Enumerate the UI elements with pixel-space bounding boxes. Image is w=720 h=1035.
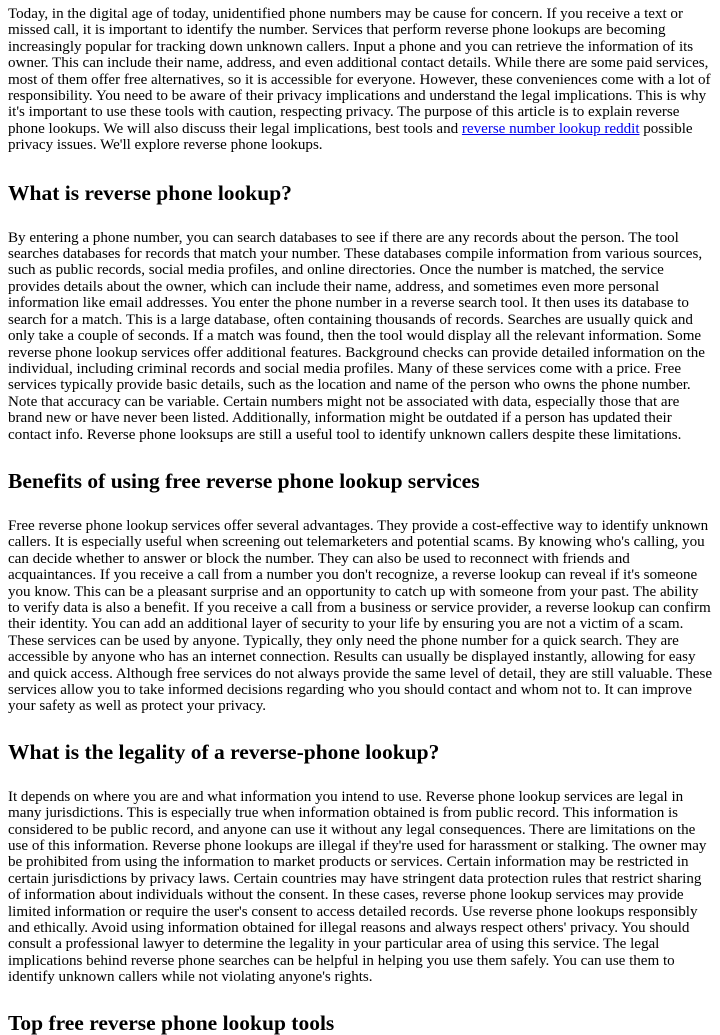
section-heading-legality: What is the legality of a reverse-phone lookup? <box>8 739 440 764</box>
intro-paragraph <box>8 6 712 154</box>
section-body-what-is-reverse-lookup: By entering a phone number, you can search databases to see if there are any records about the person. The tool searches databases for records that match your number. These databases compile information from various sources, such as public records, social media profiles, and online directories. Once the number is matched, the service provides details about the owner, which can include their name, address, and sometimes even more personal information like email addresses. You enter the phone number in a reverse search tool. It then uses its database to search for a match. This is a large database, often containing thousands of records. Searches are usually quick and only take a couple of seconds. If a match was found, then the tool would display all the relevant information. Some reverse phone lookup services offer additional features. Background checks can provide detailed information on the individual, including criminal records and social media profiles. Many of these services come with a price. Free services typically provide basic details, such as the location and name of the person who owns the phone number. Note that accuracy can be variable. Certain numbers might not be associated with data, especially those that are brand new or have never been listed. Additionally, information might be outdated if a person has updated their contact info. Reverse phone looksups are still a useful tool to identify unknown callers despite these limitations. <box>8 229 705 443</box>
intro-text-after-link: possible privacy issues. We'll explore reverse phone lookups. <box>8 120 693 154</box>
section-body-benefits: Free reverse phone lookup services offer several advantages. They provide a cost-effective way to identify unknown callers. It is especially useful when screening out telemarketers and potential scams. By knowing who's calling, you can decide whether to answer or block the number. They can also be used to reconnect with friends and acquaintances. If you receive a call from a number you don't recognize, a reverse lookup can reveal if it's someone you know. This can be a pleasant surprise and an opportunity to catch up with someone from your past. The ability to verify data is also a benefit. If you receive a call from a business or service provider, a reverse lookup can confirm their identity. You can add an additional layer of security to your life by ensuring you are not a victim of a scam. These services can be used by anyone. Typically, they only need the phone number for a quick search. They are accessible by anyone who has an internet connection. Results can usually be displayed instantly, allowing for easy and quick access. Although free services do not always provide the same level of detail, they are still valuable. These services allow you to take informed decisions regarding who you should contact and whom not to. It can improve your safety as well as protect your privacy. <box>8 517 712 715</box>
section-heading-top-tools: Top free reverse phone lookup tools <box>8 1010 335 1035</box>
section-body-legality: It depends on where you are and what information you intend to use. Reverse phone lookup services are legal in many jurisdictions. This is especially true when information obtained is from public record. This information is considered to be public record, and anyone can use it without any legal consequences. There are limitations on the use of this information. Reverse phone lookups are illegal if they're used for harassment or stalking. The owner may be prohibited from using the information to market products or services. Certain information may be restricted in certain jurisdictions by privacy laws. Certain countries may have stringent data protection rules that restrict sharing of information about individuals without the consent. In these cases, reverse phone lookup services may provide limited information or require the user's consent to access detailed records. Use reverse phone lookups responsibly and ethically. Avoid using information obtained for illegal reasons and always respect others' privacy. You should consult a professional lawyer to determine the legality in your particular area of using this service. The legal implications behind reverse phone searches can be helpful in helping you use them safely. You can use them to identify unknown callers while not violating anyone's rights. <box>8 788 707 986</box>
intro-text-before-link: Today, in the digital age of today, unidentified phone numbers may be cause for concern. If you receive a text or missed call, it is important to identify the number. Services that perform reverse phone lookups are becoming increasingly popular for tracking down unknown callers. Input a phone and you can retrieve the information of its owner. This can include their name, address, and even additional contact details. While there are some paid services, most of them offer free alternatives, so it is accessible for everyone. However, these conveniences come with a lot of responsibility. You need to be aware of their privacy implications and understand the legal implications. This is why it's important to use these tools with caution, respecting privacy. The purpose of this article is to explain reverse phone lookups. We will also discuss their legal implications, best tools and <box>8 6 711 137</box>
section-heading-what-is-reverse-lookup: What is reverse phone lookup? <box>8 180 292 205</box>
section-heading-benefits: Benefits of using free reverse phone lookup services <box>8 468 480 493</box>
reverse-number-lookup-link[interactable]: reverse number lookup reddit <box>461 120 640 137</box>
